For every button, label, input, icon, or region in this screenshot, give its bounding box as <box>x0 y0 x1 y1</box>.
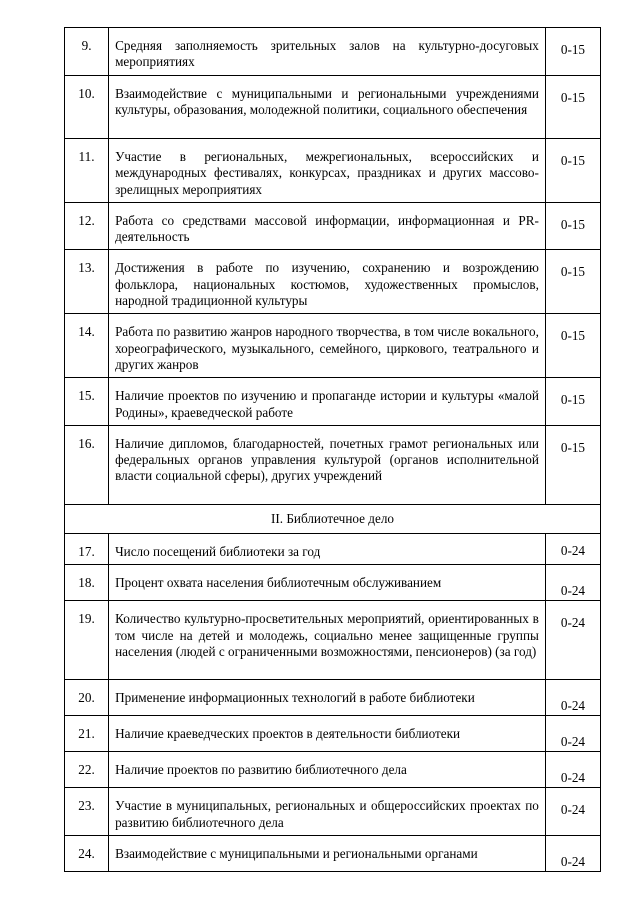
table-row <box>65 378 601 426</box>
score-range: 0-24 <box>545 534 600 565</box>
table-row <box>65 680 601 716</box>
row-number: 9. <box>65 28 109 76</box>
criterion-text: Наличие проектов по изучению и пропаганде истории и культуры «малой Родины», краеведческой работе <box>109 378 546 426</box>
criterion-text: Наличие проектов по развитию библиотечного дела <box>109 752 546 788</box>
criterion-text: Средняя заполняемость зрительных залов на культурно-досуговых мероприятиях <box>109 28 546 76</box>
table-row <box>65 314 601 378</box>
criterion-text: Участие в муниципальных, региональных и общероссийских проектах по развитию библиотечного дела <box>109 788 546 836</box>
criteria-table <box>64 27 601 872</box>
criterion-text: Наличие дипломов, благодарностей, почетных грамот региональных или федеральных органов управления культурой (органов исполнительной власти социальной сферы), других учреждений <box>109 425 546 504</box>
section-header-row <box>65 504 601 533</box>
row-number: 20. <box>65 680 109 716</box>
table-row <box>65 250 601 314</box>
row-number: 22. <box>65 752 109 788</box>
row-number: 16. <box>65 425 109 504</box>
row-number: 15. <box>65 378 109 426</box>
table-row <box>65 139 601 203</box>
score-range: 0-24 <box>545 716 600 752</box>
row-number: 23. <box>65 788 109 836</box>
criterion-text: Участие в региональных, межрегиональных, всероссийских и международных фестивалях, конкурсах, праздниках и других массово-зрелищных мероприятиях <box>109 139 546 203</box>
criterion-text: Количество культурно-просветительных мероприятий, ориентированных в том числе на детей и молодежь, социально менее защищенные группы населения (людей с ограниченными возможностями, пенсионеров) (за год) <box>109 601 546 680</box>
criterion-text: Взаимодействие с муниципальными и региональными учреждениями культуры, образования, молодежной политики, социального обеспечения <box>109 76 546 139</box>
score-range: 0-24 <box>545 680 600 716</box>
section-title: II. Библиотечное дело <box>65 504 601 533</box>
score-range: 0-15 <box>545 378 600 426</box>
row-number: 21. <box>65 716 109 752</box>
table-row <box>65 788 601 836</box>
criterion-text: Процент охвата населения библиотечным обслуживанием <box>109 565 546 601</box>
score-range: 0-15 <box>545 314 600 378</box>
row-number: 11. <box>65 139 109 203</box>
criterion-text: Достижения в работе по изучению, сохранению и возрождению фольклора, национальных костюмов, художественных промыслов, народной традиционной культуры <box>109 250 546 314</box>
table-row <box>65 752 601 788</box>
table-row <box>65 202 601 250</box>
table-section-library <box>65 504 601 533</box>
table-row <box>65 601 601 680</box>
table-row <box>65 534 601 565</box>
criterion-text: Взаимодействие с муниципальными и региональными органами <box>109 836 546 872</box>
criterion-text: Работа со средствами массовой информации, информационная и PR-деятельность <box>109 202 546 250</box>
table-row <box>65 836 601 872</box>
score-range: 0-15 <box>545 425 600 504</box>
row-number: 24. <box>65 836 109 872</box>
table-row <box>65 425 601 504</box>
criterion-text: Наличие краеведческих проектов в деятельности библиотеки <box>109 716 546 752</box>
row-number: 10. <box>65 76 109 139</box>
score-range: 0-15 <box>545 139 600 203</box>
score-range: 0-24 <box>545 601 600 680</box>
criterion-text: Число посещений библиотеки за год <box>109 534 546 565</box>
criterion-text: Применение информационных технологий в работе библиотеки <box>109 680 546 716</box>
score-range: 0-24 <box>545 565 600 601</box>
criterion-text: Работа по развитию жанров народного творчества, в том числе вокального, хореографического, музыкального, семейного, циркового, театрального и других жанров <box>109 314 546 378</box>
score-range: 0-15 <box>545 202 600 250</box>
row-number: 18. <box>65 565 109 601</box>
table-body-library <box>65 534 601 872</box>
score-range: 0-24 <box>545 788 600 836</box>
score-range: 0-15 <box>545 28 600 76</box>
row-number: 14. <box>65 314 109 378</box>
score-range: 0-24 <box>545 836 600 872</box>
table-row <box>65 716 601 752</box>
row-number: 12. <box>65 202 109 250</box>
row-number: 19. <box>65 601 109 680</box>
score-range: 0-15 <box>545 250 600 314</box>
score-range: 0-24 <box>545 752 600 788</box>
table-row <box>65 76 601 139</box>
row-number: 17. <box>65 534 109 565</box>
table-row <box>65 565 601 601</box>
table-body-culture <box>65 28 601 505</box>
score-range: 0-15 <box>545 76 600 139</box>
row-number: 13. <box>65 250 109 314</box>
table-row <box>65 28 601 76</box>
